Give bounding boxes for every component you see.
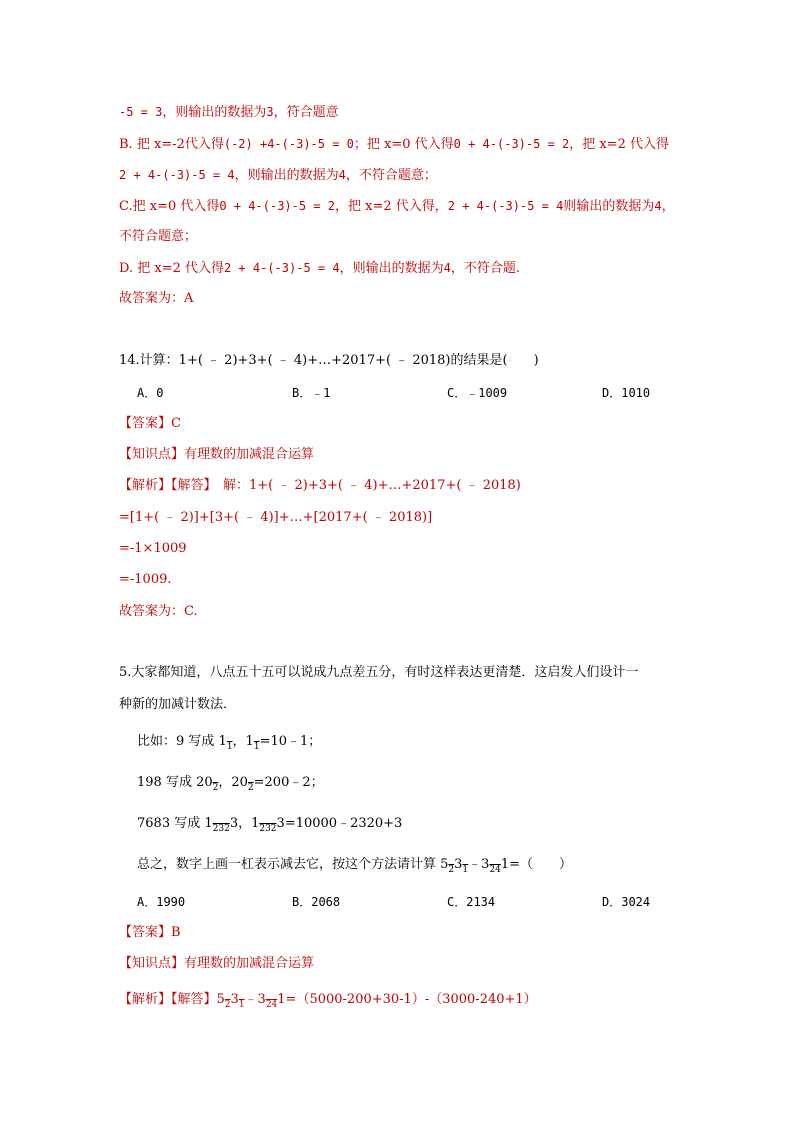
- q15-option-c: C．2134: [447, 895, 496, 909]
- kp-value: 有理数的加减混合运算: [184, 956, 315, 971]
- text: 7683 写成 1: [137, 816, 213, 831]
- q15-example-1: [137, 734, 321, 751]
- text: ，不符合题意；: [345, 168, 437, 183]
- q15-option-d: D．3024: [602, 895, 651, 909]
- text: ，不符合题.: [450, 261, 520, 276]
- text: 总之，数字上画一杠表示减去它，按这个方法请计算 5: [137, 857, 449, 872]
- q14-option-d: D．1010: [602, 386, 651, 400]
- prev-solution-line-2: [119, 136, 669, 153]
- prev-solution-line-3: [119, 167, 437, 184]
- q14-final-answer: 故答案为：C.: [119, 604, 198, 619]
- text: 3: [230, 992, 239, 1007]
- text: 把 x=0 代入得: [132, 199, 220, 214]
- text: 5: [216, 992, 225, 1007]
- q14-solution: [119, 478, 521, 494]
- prev-solution-line-4: [119, 198, 675, 215]
- q14-step-2: =-1×1009: [119, 541, 187, 556]
- text: C.: [119, 199, 133, 214]
- text: 1=（ ）: [500, 857, 573, 872]
- equation: -5 = 3: [119, 105, 163, 119]
- barred-digit: 2: [448, 865, 455, 875]
- value: 4: [338, 168, 346, 182]
- prev-solution-line-5: 不符合题意；: [119, 229, 198, 244]
- text: 3=10000﹣2320+3: [276, 816, 403, 831]
- text: ，1: [232, 734, 254, 749]
- prev-final-answer: 故答案为：A: [119, 291, 194, 306]
- barred-digit: 2: [212, 783, 219, 793]
- barred-digit: 24: [489, 865, 501, 875]
- answer-value: B: [171, 925, 181, 940]
- text: ；把 x=0 代入得: [353, 137, 454, 152]
- q14-option-b: B．﹣1: [292, 386, 331, 400]
- kp-tag: 【知识点】: [119, 447, 185, 462]
- barred-digit: 232: [212, 824, 230, 834]
- value: 4: [654, 199, 662, 213]
- q14-knowledge-point: [119, 447, 314, 463]
- prev-solution-line-1: [119, 104, 339, 121]
- q15-stem-line-1: 5.大家都知道，八点五十五可以说成九点差五分，有时这样表达更清楚．这启发人们设计一: [119, 665, 639, 680]
- equation: 2 + 4-(-3)-5 = 4: [223, 261, 340, 275]
- solution-tag: 【解析】【解答】: [119, 992, 217, 1007]
- value: 3: [266, 105, 274, 119]
- q15-option-b: B．2068: [292, 895, 341, 909]
- barred-digit: 2: [247, 783, 254, 793]
- q15-example-3: [137, 816, 402, 833]
- q15-example-2: [137, 775, 324, 792]
- text: =200﹣2；: [253, 775, 324, 790]
- text: 198 写成 20: [137, 775, 213, 790]
- text: ，20: [218, 775, 248, 790]
- solution-tag: 【解析】【解答】: [119, 478, 211, 493]
- kp-value: 有理数的加减混合运算: [184, 447, 315, 462]
- q15-option-a: A．1990: [137, 895, 186, 909]
- text: B. 把 x=-2代入得: [119, 137, 224, 152]
- text: 比如：9 写成 1: [137, 734, 227, 749]
- q15-answer: [119, 925, 181, 941]
- barred-digit: 2: [224, 1000, 231, 1010]
- barred-digit: 24: [265, 1000, 278, 1010]
- q15-question: [137, 857, 572, 874]
- equation: 2 + 4-(-3)-5 = 4: [447, 199, 564, 213]
- text: 则输出的数据为: [563, 199, 655, 214]
- text: 1=（5000-200+30-1）-（3000-240+1）: [277, 992, 537, 1007]
- text: ，则输出的数据为: [162, 105, 267, 120]
- q14-stem: 14.计算：1+( ﹣ 2)+3+( ﹣ 4)+…+2017+( ﹣ 2018)的结果是( ): [119, 353, 539, 368]
- barred-digit: 1: [253, 742, 260, 752]
- prev-solution-line-6: [119, 260, 520, 277]
- text: ，把 x=2 代入得，: [334, 199, 448, 214]
- solution-text: 解：1+( ﹣ 2)+3+( ﹣ 4)+…+2017+( ﹣ 2018): [210, 478, 521, 493]
- q15-knowledge-point: [119, 956, 314, 972]
- text: ﹣3: [468, 857, 490, 872]
- answer-tag: 【答案】: [119, 925, 172, 940]
- q14-option-c: C．﹣1009: [447, 386, 508, 400]
- kp-tag: 【知识点】: [119, 956, 185, 971]
- equation: 0 + 4-(-3)-5 = 2: [453, 137, 570, 151]
- q14-step-1: =[1+( ﹣ 2)]+[3+( ﹣ 4)]+…+[2017+( ﹣ 2018)]: [119, 510, 433, 525]
- equation: 2 + 4-(-3)-5 = 4: [119, 168, 235, 182]
- answer-tag: 【答案】: [119, 416, 172, 431]
- barred-digit: 1: [226, 742, 233, 752]
- text: ，符合题意: [273, 105, 339, 120]
- barred-digit: 1: [238, 1000, 245, 1010]
- equation: (-2) +4-(-3)-5 = 0: [223, 137, 354, 151]
- equation: 0 + 4-(-3)-5 = 2: [219, 199, 335, 213]
- q15-solution: [119, 992, 537, 1009]
- text: ，则输出的数据为: [339, 261, 444, 276]
- text: ，则输出的数据为: [234, 168, 339, 183]
- q14-step-3: =-1009.: [119, 572, 172, 587]
- text: D. 把 x=2 代入得: [119, 261, 224, 276]
- value: 4: [443, 261, 451, 275]
- text: ，把 x=2 代入得: [569, 137, 670, 152]
- answer-value: C: [171, 416, 181, 431]
- q14-option-a: A．0: [137, 386, 164, 400]
- q14-answer: [119, 416, 181, 432]
- text: 3: [454, 857, 463, 872]
- barred-digit: 232: [259, 824, 277, 834]
- q15-stem-line-2: 种新的加减计数法．: [119, 697, 237, 712]
- text: 3，1: [229, 816, 260, 831]
- text: =10﹣1；: [259, 734, 322, 749]
- text: ，: [661, 199, 675, 214]
- barred-digit: 1: [462, 865, 469, 875]
- text: ﹣3: [244, 992, 266, 1007]
